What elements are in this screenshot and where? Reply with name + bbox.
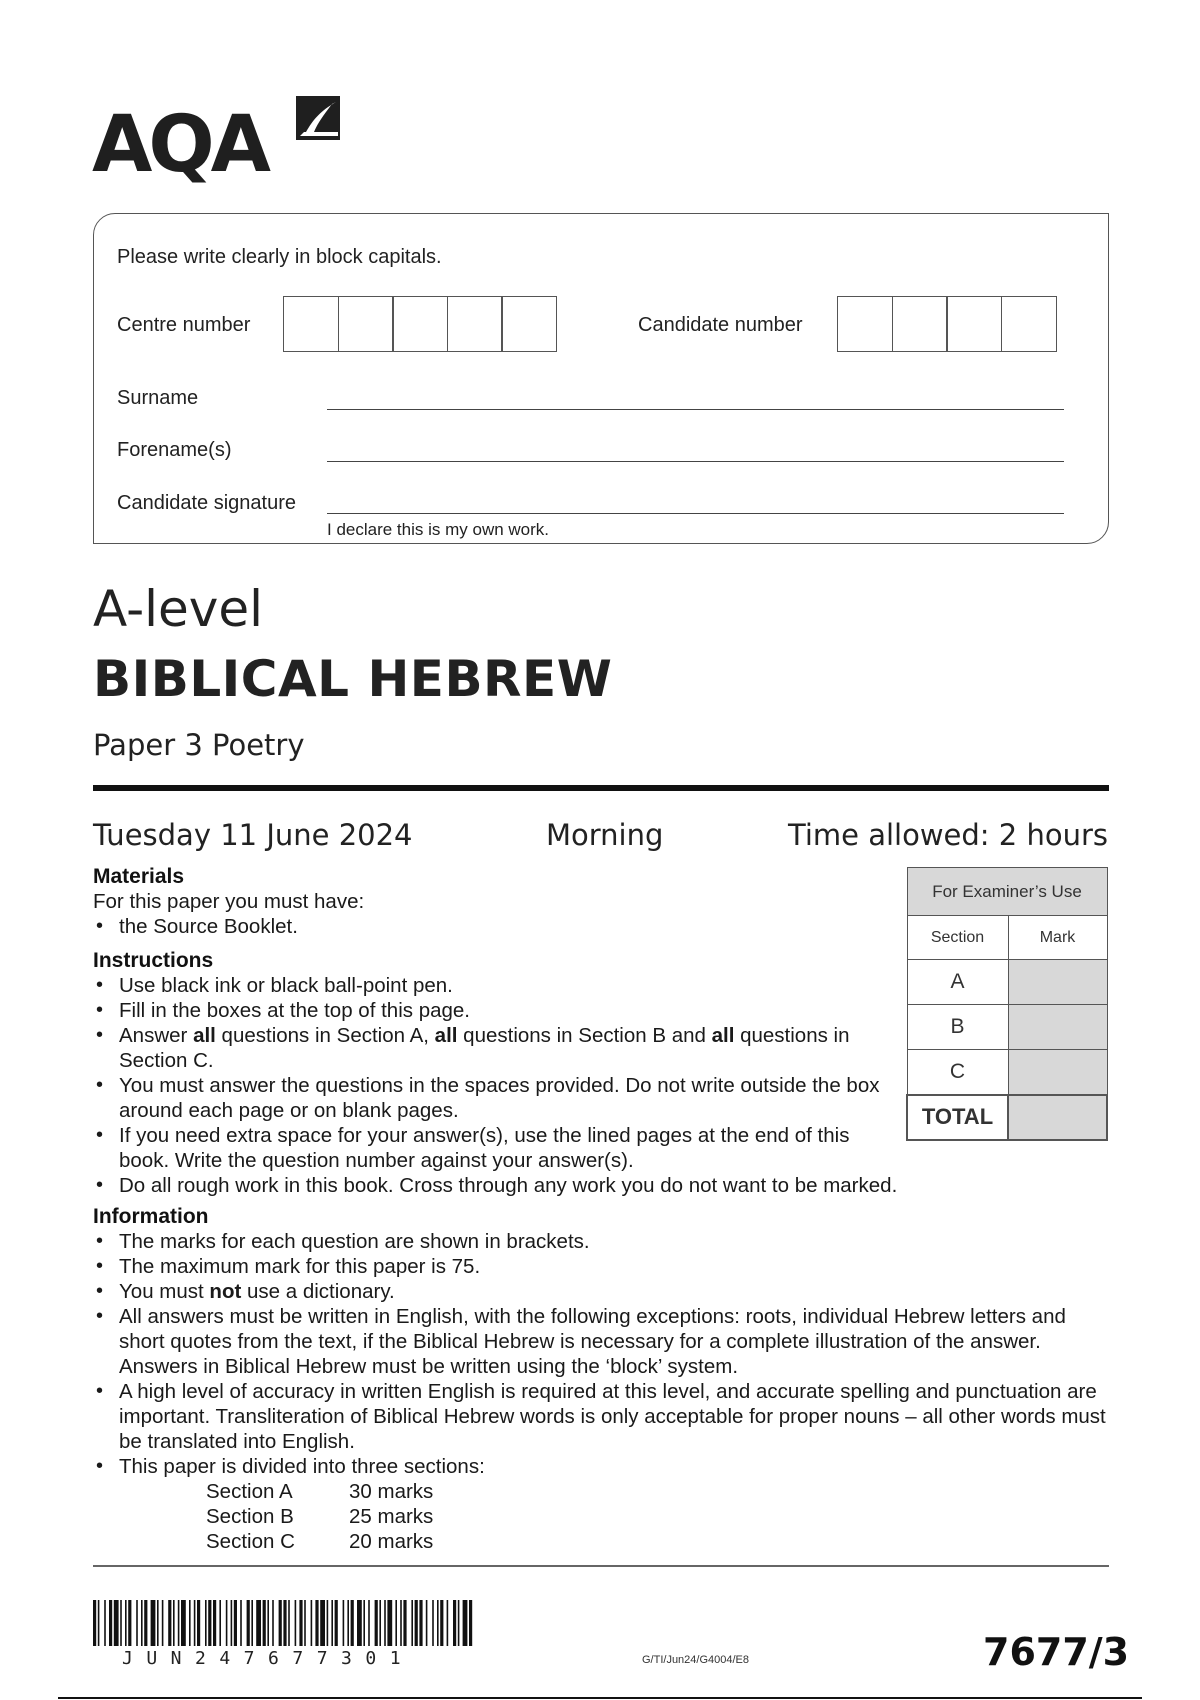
information-section	[93, 1205, 1109, 1554]
barcode-text: JUN247677301	[122, 1648, 415, 1669]
section-marks-row: Section A 30 marks	[206, 1480, 434, 1503]
centre-number-label: Centre number	[117, 314, 251, 336]
section-marks-row: Section C 20 marks	[206, 1530, 434, 1553]
section-marks-table	[206, 1479, 1109, 1554]
materials-intro: For this paper you must have:	[93, 890, 365, 913]
time-allowed: Time allowed: 2 hours	[788, 818, 1108, 852]
candidate-digit-box[interactable]	[1001, 296, 1057, 352]
aqa-logo	[92, 88, 352, 188]
list-item: • You must not use a dictionary.	[93, 1279, 1109, 1304]
list-item: • Use black ink or black ball-point pen.	[93, 973, 993, 998]
section-column-header: Section	[907, 916, 1008, 960]
list-item: • You must answer the questions in the spaces provided. Do not write outside the box around each page or on blank pages.	[93, 1073, 889, 1123]
instructions-list	[93, 973, 993, 1198]
block-capitals-instruction: Please write clearly in block capitals.	[117, 246, 442, 268]
information-list	[93, 1229, 1109, 1479]
subject-title: BIBLICAL HEBREW	[93, 650, 613, 708]
centre-digit-box[interactable]	[392, 296, 448, 352]
materials-heading: Materials	[93, 865, 185, 888]
instructions-heading: Instructions	[93, 949, 214, 972]
materials-list	[93, 914, 883, 939]
paper-title: Paper 3 Poetry	[93, 728, 305, 762]
list-item: • Do all rough work in this book. Cross through any work you do not want to be marked.	[93, 1173, 993, 1198]
mark-cell	[1008, 960, 1107, 1005]
information-heading: Information	[93, 1205, 209, 1228]
page-bottom-rule	[58, 1697, 1142, 1699]
list-item: • the Source Booklet.	[93, 914, 883, 939]
exam-session: Morning	[546, 818, 664, 852]
centre-digit-box[interactable]	[283, 296, 339, 352]
centre-digit-box[interactable]	[338, 296, 394, 352]
section-cell: C	[907, 1050, 1008, 1095]
centre-number-boxes[interactable]	[283, 296, 557, 352]
declaration-text: I declare this is my own work.	[327, 520, 550, 539]
centre-digit-box[interactable]	[501, 296, 557, 352]
aqa-logo-text: AQA	[92, 100, 268, 190]
mark-cell	[1008, 1050, 1107, 1095]
barcode-icon	[93, 1600, 473, 1652]
surname-field[interactable]	[327, 409, 1064, 410]
list-item: • A high level of accuracy in written English is required at this level, and accurate spelling and punctuation are important. Transliteration of Biblical Hebrew words is only acceptable for proper nouns – all other words must be translated into English.	[93, 1379, 1109, 1454]
candidate-digit-box[interactable]	[946, 296, 1002, 352]
forenames-label: Forename(s)	[117, 439, 232, 461]
list-item: • Answer all questions in Section A, all questions in Section B and all questions in Section C.	[93, 1023, 889, 1073]
aqa-logo-mark-icon	[292, 92, 344, 144]
total-label: TOTAL	[907, 1095, 1008, 1140]
list-item: • All answers must be written in English, with the following exceptions: roots, individual Hebrew letters and short quotes from the text, if the Biblical Hebrew is necessary for a complete illustration of the answer. Answers in Biblical Hebrew must be written using the ‘block’ system.	[93, 1304, 1109, 1379]
candidate-number-boxes[interactable]	[837, 296, 1057, 352]
signature-label: Candidate signature	[117, 492, 297, 514]
forenames-field[interactable]	[327, 461, 1064, 462]
candidate-digit-box[interactable]	[892, 296, 948, 352]
signature-field[interactable]	[327, 513, 1064, 514]
mark-cell	[1008, 1005, 1107, 1050]
surname-label: Surname	[117, 387, 199, 409]
list-item: • The maximum mark for this paper is 75.	[93, 1254, 1109, 1279]
title-divider	[93, 785, 1109, 791]
instructions-section	[93, 949, 993, 1198]
reference-code: G/TI/Jun24/G4004/E8	[642, 1654, 750, 1666]
candidate-number-label: Candidate number	[638, 314, 803, 336]
candidate-digit-box[interactable]	[837, 296, 893, 352]
list-item: • If you need extra space for your answer(s), use the lined pages at the end of this book. Write the question number against your answer(s).	[93, 1123, 889, 1173]
exam-date: Tuesday 11 June 2024	[93, 818, 413, 852]
mark-column-header: Mark	[1008, 916, 1107, 960]
list-item: • The marks for each question are shown in brackets.	[93, 1229, 1109, 1254]
examiner-use-heading: For Examiner’s Use	[907, 868, 1107, 916]
section-marks-row: Section B 25 marks	[206, 1505, 434, 1528]
section-cell: A	[907, 960, 1008, 1005]
paper-code: 7677/3	[983, 1630, 1130, 1674]
list-item: • Fill in the boxes at the top of this page.	[93, 998, 993, 1023]
list-item: • This paper is divided into three sections:	[93, 1454, 1109, 1479]
materials-section	[93, 865, 883, 939]
footer-divider	[93, 1565, 1109, 1567]
total-mark-cell	[1008, 1095, 1107, 1140]
section-cell: B	[907, 1005, 1008, 1050]
centre-digit-box[interactable]	[447, 296, 503, 352]
qualification-level: A-level	[93, 580, 264, 638]
